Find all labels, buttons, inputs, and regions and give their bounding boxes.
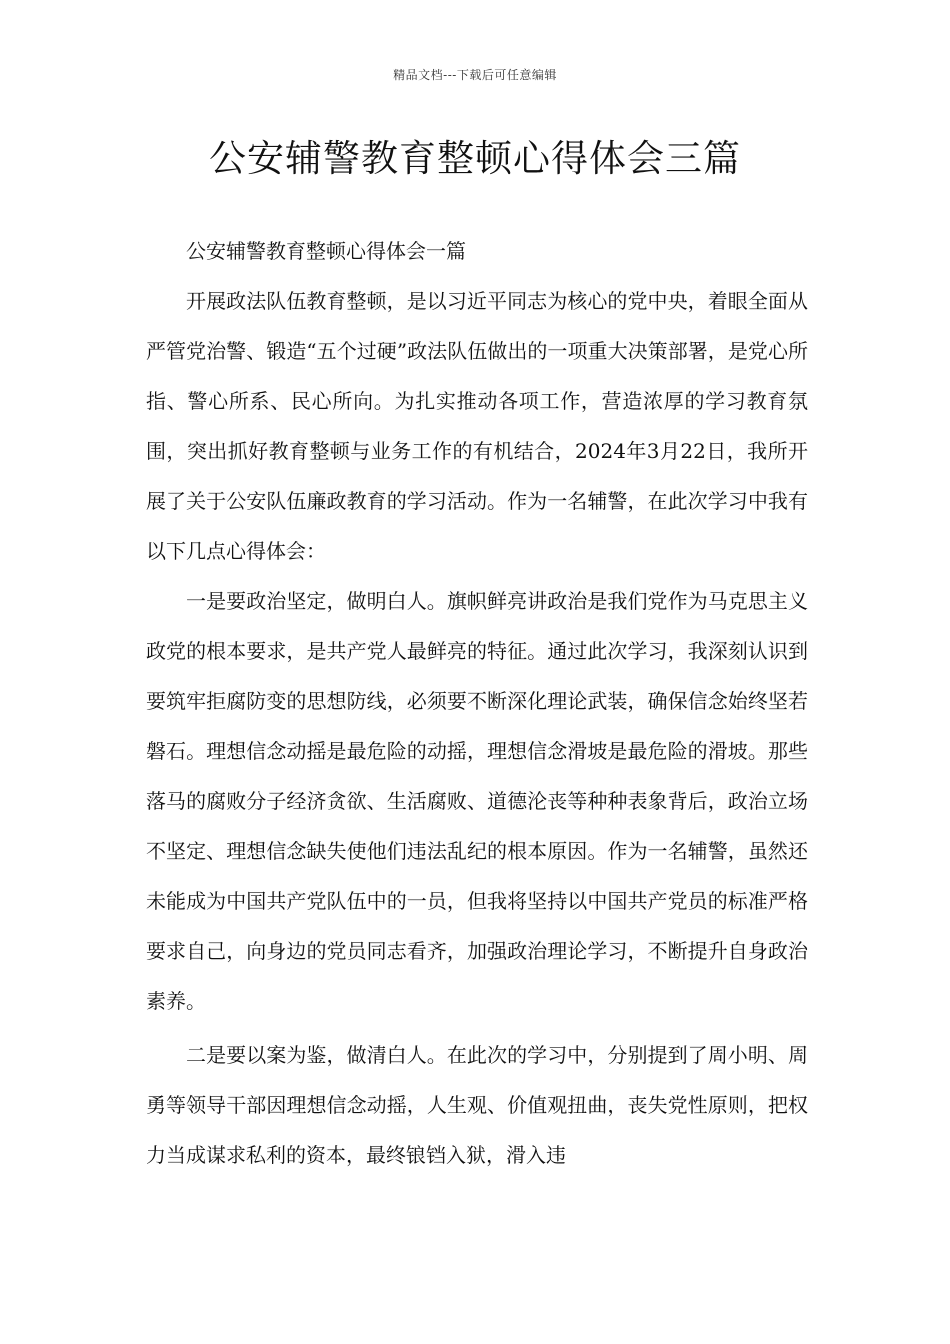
paragraph-point-one: 一是要政治坚定，做明白人。旗帜鲜亮讲政治是我们党作为马克思主义政党的根本要求，是共产党人最鲜亮的特征。通过此次学习，我深刻认识到要筑牢拒腐防变的思想防线，必须要不断深化理论武装，确保信念始终坚若磐石。理想信念动摇是最危险的动摇，理想信念滑坡是最危险的滑坡。那些落马的腐败分子经济贪欲、生活腐败、道德沦丧等种种表象背后，政治立场不坚定、理想信念缺失使他们违法乱纪的根本原因。作为一名辅警，虽然还未能成为中国共产党队伍中的一员，但我将坚持以中国共产党员的标准严格要求自己，向身边的党员同志看齐，加强政治理论学习，不断提升自身政治素养。 (146, 589, 808, 1013)
paragraph-intro: 开展政法队伍教育整顿，是以习近平同志为核心的党中央，着眼全面从严管党治警、锻造“五个过硬”政法队伍做出的一项重大决策部署，是党心所指、警心所系、民心所向。为扎实推动各项工作，营造浓厚的学习教育氛围，突出抓好教育整顿与业务工作的有机结合，2024年3月22日，我所开展了关于公安队伍廉政教育的学习活动。作为一名辅警，在此次学习中我有以下几点心得体会： (146, 289, 808, 563)
document-body (146, 226, 808, 1180)
paragraph-point-two: 二是要以案为鉴，做清白人。在此次的学习中，分别提到了周小明、周勇等领导干部因理想信念动摇，人生观、价值观扭曲，丧失党性原则，把权力当成谋求私利的资本，最终锒铛入狱，滑入违 (146, 1043, 808, 1167)
header-note: 精品文档---下载后可任意编辑 (393, 68, 557, 82)
document-title: 公安辅警教育整顿心得体会三篇 (209, 137, 741, 180)
section-heading: 公安辅警教育整顿心得体会一篇 (186, 239, 466, 263)
